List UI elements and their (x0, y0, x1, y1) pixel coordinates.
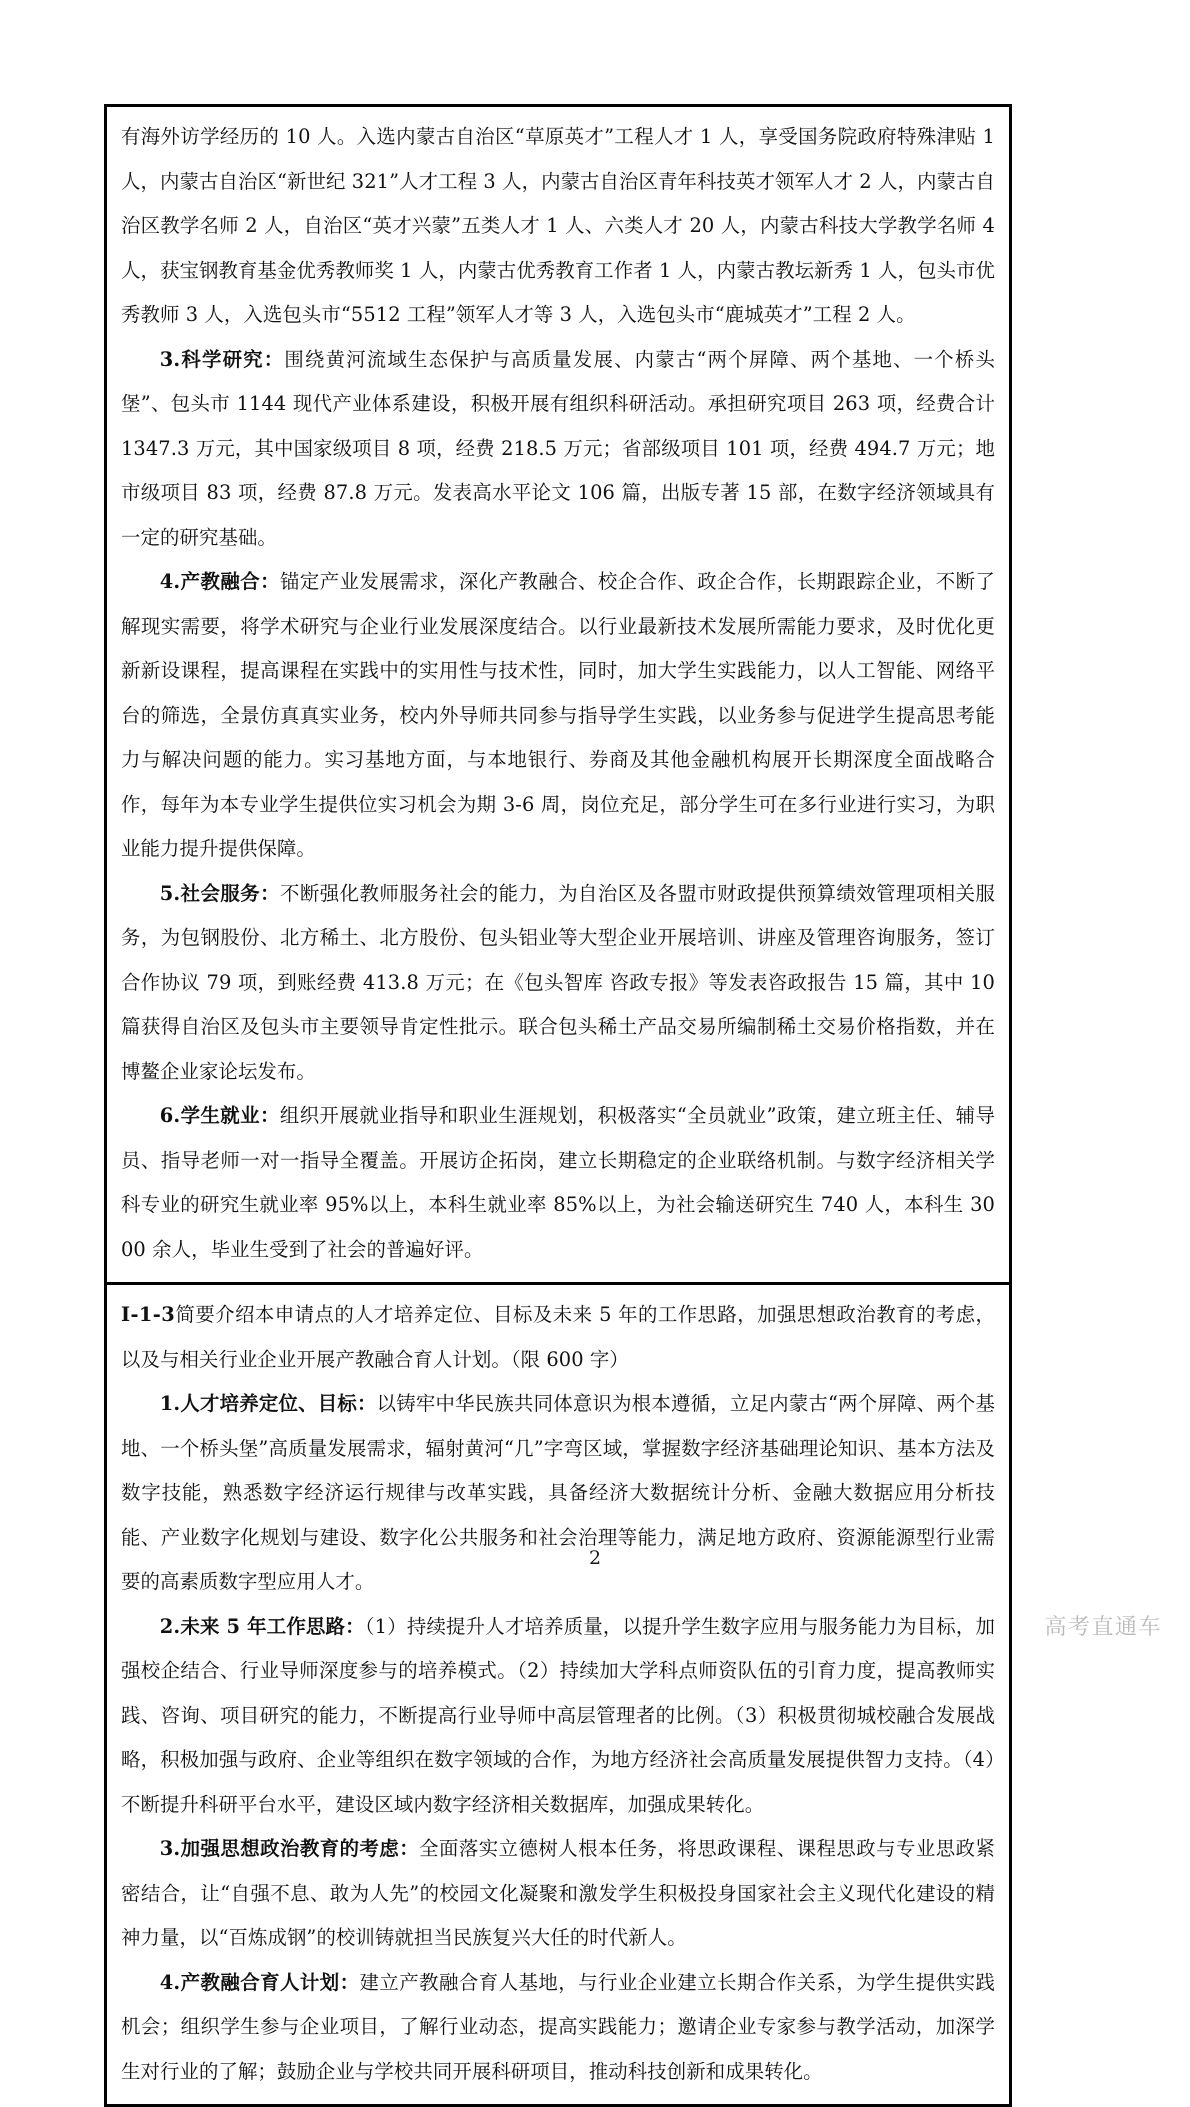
paragraph-text: 有海外访学经历的 10 人。入选内蒙古自治区“草原英才”工程人才 1 人，享受国务院政府特殊津贴 1 人，内蒙古自治区“新世纪 321”人才工程 3 人，内蒙古自治区青年科技英才领军人才 2 人，内蒙古自治区教学名师 2 人，自治区“英才兴蒙”五类人才 1 人、六类人才 20 人，内蒙古科技大学教学名师 4 人，获宝钢教育基金优秀教师奖 1 人，内蒙古优秀教育工作者 1 人，内蒙古教坛新秀 1 人，包头市优秀教师 3 人，入选包头市“5512 工程”领军人才等 3 人，入选包头市“鹿城英才”工程 2 人。 (121, 125, 996, 326)
question-prompt (121, 1293, 995, 1382)
paragraph-continuation (121, 115, 995, 338)
paragraph-text: 建立产教融合育人基地，与行业企业建立长期合作关系，为学生提供实践机会；组织学生参与企业项目，了解行业动态，提高实践能力；邀请企业专家参与教学活动，加深学生对行业的了解；鼓励企业与学校共同开展科研项目，推动科技创新和成果转化。 (121, 1970, 996, 2083)
paragraph-item-5 (121, 872, 995, 1095)
paragraph-item-3 (121, 1827, 995, 1961)
paragraph-text: 锚定产业发展需求，深化产教融合、校企合作、政企合作，长期跟踪企业，不断了解现实需要，将学术研究与企业行业发展深度结合。以行业最新技术发展所需能力要求，及时优化更新新设课程，提高课程在实践中的实用性与技术性，同时，加大学生实践能力，以人工智能、网络平台的筛选，全景仿真真实业务，校内外导师共同参与指导学生实践，以业务参与促进学生提高思考能力与解决问题的能力。实习基地方面，与本地银行、券商及其他金融机构展开长期深度全面战略合作，每年为本专业学生提供位实习机会为期 3-6 周，岗位充足，部分学生可在多行业进行实习，为职业能力提升提供保障。 (121, 570, 995, 860)
paragraph-item-6 (121, 1094, 995, 1272)
paragraph-item-4 (121, 1961, 995, 2095)
paragraph-item-1 (121, 1382, 995, 1605)
paragraph-text: 以铸牢中华民族共同体意识为根本遵循，立足内蒙古“两个屏障、两个基地、一个桥头堡”高质量发展需求，辐射黄河“几”字弯区域，掌握数字经济基础理论知识、基本方法及数字技能，熟悉数字经济运行规律与改革实践，具备经济大数据统计分析、金融大数据应用分析技能、产业数字化规划与建设、数字化公共服务和社会治理等能力，满足地方政府、资源能源型行业需要的高素质数字型应用人才。 (121, 1392, 995, 1593)
paragraph-text: 不断强化教师服务社会的能力，为自治区及各盟市财政提供预算绩效管理项相关服务，为包钢股份、北方稀土、北方股份、包头铝业等大型企业开展培训、讲座及管理咨询服务，签订合作协议 79 项，到账经费 413.8 万元；在《包头智库 咨政专报》等发表咨政报告 15 篇，其中 10 篇获得自治区及包头市主要领导肯定性批示。联合包头稀土产品交易所编制稀土交易价格指数，并在博鳌企业家论坛发布。 (121, 881, 995, 1083)
page-number: 2 (588, 1547, 602, 1569)
paragraph-lead-label: 4.产教融合育人计划： (159, 1970, 360, 1994)
paragraph-text: 组织开展就业指导和职业生涯规划，积极落实“全员就业”政策，建立班主任、辅导员、指导老师一对一指导全覆盖。开展访企拓岗，建立长期稳定的企业联络机制。与数字经济相关学科专业的研究生就业率 95%以上，本科生就业率 85%以上，为社会输送研究生 740 人，本科生 3000 余人，毕业生受到了社会的普遍好评。 (121, 1104, 995, 1261)
paragraph-lead-label: 5.社会服务： (159, 881, 280, 905)
paragraph-item-3 (121, 338, 995, 561)
paragraph-lead-label: 4.产教融合： (159, 570, 280, 593)
question-text: 简要介绍本申请点的人才培养定位、目标及未来 5 年的工作思路，加强思想政治教育的考虑，以及与相关行业企业开展产教融合育人计划。（限 600 字） (121, 1303, 995, 1371)
paragraph-text: 全面落实立德树人根本任务，将思政课程、课程思政与专业思政紧密结合，让“自强不息、敢为人先”的校园文化凝聚和激发学生积极投身国家社会主义现代化建设的精神力量，以“百炼成钢”的校训铸就担当民族复兴大任的时代新人。 (121, 1837, 995, 1949)
paragraph-lead-label: 3.科学研究： (159, 347, 285, 371)
paragraph-lead-label: 6.学生就业： (159, 1104, 280, 1127)
paragraph-lead-label: 2.未来 5 年工作思路： (159, 1614, 365, 1638)
paragraph-item-2 (121, 1605, 995, 1828)
answer-block-one (107, 107, 1009, 1285)
paragraph-lead-label: 3.加强思想政治教育的考虑： (159, 1837, 420, 1860)
answer-block-two (107, 1285, 1009, 2104)
watermark: 高考直通车 (1044, 1615, 1162, 1640)
paragraph-lead-label: 1.人才培养定位、目标： (159, 1392, 377, 1415)
form-table (104, 104, 1012, 2107)
question-code: I-1-3 (121, 1303, 176, 1326)
paragraph-text: 围绕黄河流域生态保护与高质量发展、内蒙古“两个屏障、两个基地、一个桥头堡”、包头市 1144 现代产业体系建设，积极开展有组织科研活动。承担研究项目 263 项，经费合计 1347.3 万元，其中国家级项目 8 项，经费 218.5 万元；省部级项目 101 项，经费 494.7 万元；地市级项目 83 项，经费 87.8 万元。发表高水平论文 106 篇，出版专著 15 部，在数字经济领域具有一定的研究基础。 (121, 347, 995, 549)
paragraph-text: （1）持续提升人才培养质量，以提升学生数字应用与服务能力为目标，加强校企结合、行业导师深度参与的培养模式。（2）持续加大学科点师资队伍的引育力度，提高教师实践、咨询、项目研究的能力，不断提高行业导师中高层管理者的比例。（3）积极贯彻城校融合发展战略，积极加强与政府、企业等组织在数字领域的合作，为地方经济社会高质量发展提供智力支持。（4）不断提升科研平台水平，建设区域内数字经济相关数据库，加强成果转化。 (121, 1614, 995, 1816)
paragraph-item-4 (121, 560, 995, 872)
